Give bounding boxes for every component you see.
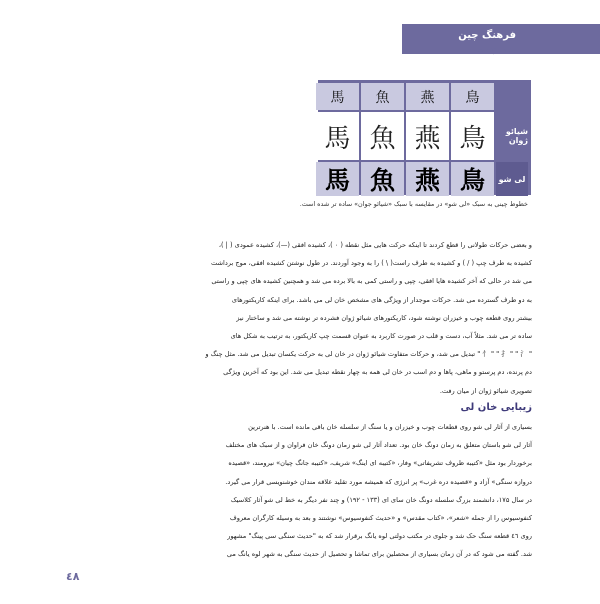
head-char: 馬 xyxy=(316,83,359,110)
head-char: 鳥 xyxy=(451,83,494,110)
head-char: 魚 xyxy=(361,83,404,110)
chapter-title: فرهنگ چین xyxy=(458,30,516,41)
section-heading: زیبایی خان لی xyxy=(460,402,532,413)
body-paragraph-2 xyxy=(84,418,532,564)
text-line: در سال ۱۷۵، دانشمند بزرگ سلسله دونگ خان سای ای (۱۳۳ - ۱۹۲) و چند نفر دیگر به خط لی شو آثار کلاسیک xyxy=(230,495,532,504)
seal-script-label: شیائو ژوان xyxy=(496,112,528,160)
seal-char: 魚 xyxy=(361,112,404,160)
clerical-char: 燕 xyxy=(406,162,449,196)
page-number: ٤٨ xyxy=(66,570,80,583)
text-line: دم پرنده، دم پرستو و ماهی، پاها و دم اسب در خان لی همه به چهار نقطه تبدیل می شد. این بود که آخرین ویژگی xyxy=(223,368,532,377)
seal-char: 馬 xyxy=(316,112,359,160)
body-paragraph-1 xyxy=(84,236,532,400)
text-line: روی ٤٦ قطعه سنگ حک شد و جلوی در مکتب دولتی لوه یانگ برقرار شد که به "حدیث سنگی سی پینگ" مشهور xyxy=(227,532,532,541)
text-line: " 忄 " " 扌 " " 氵 " تبدیل می شد، و حرکات متفاوت شیائو ژوان در خان لی به حرکت یکسان تبدیل می شد. مثل چنگ و xyxy=(205,350,532,359)
text-line: ساده تر می شد. مثلاً آب، دست و قلب در صورت کاربرد به عنوان قسمت چپ کاریکتور، به ترتیب به شکل های xyxy=(230,332,532,341)
text-line: می شد در حالی که آخر کشیده هایا افقی، چپی و راستی کمی به بالا برده می شد و همچنین کشیده های چپی و راستی xyxy=(211,277,532,286)
text-line: برخوردار بود مثل «کتیبه ظروف تشریفاتی» وفار، «کتیبه ای اینگ» شریف، «کتیبه جانگ چیان» نیرومند، «قصیده xyxy=(228,459,532,468)
text-line: به دو طرف گسترده می شد. حرکات موجدار از ویژگی های مشخص خان لی می باشد. برای اینکه کاریکتورهای xyxy=(231,295,532,304)
text-line: کنفوسیوس را از جمله «شعر»، «کتاب مقدس» و «حدیث کنفوسیوس» نوشتند و بعد به وسیله کارگران معروف xyxy=(229,514,532,523)
text-line: آثار لی شو باستان متعلق به زمان دونگ خان بود. تعداد آثار لی شو زمان دونگ خان فراوان و از سبک های مختلف xyxy=(225,441,532,450)
head-char: 燕 xyxy=(406,83,449,110)
clerical-char: 鳥 xyxy=(451,162,494,196)
text-line: بیشتر روی قطعه چوب و خیزران نوشته شود، کاریکتورهای شیائو ژوان فشرده تر نوشته می شد و ساختار نیز xyxy=(236,313,532,322)
text-line: و بعضی حرکات طولانی را قطع کردند تا اینکه حرکت هایی مثل نقطه ( ۰ )، کشیده افقی (—)، کشیده عمودی ( | )، xyxy=(218,241,532,249)
table-caption: خطوط چینی به سبک «لی شو» در مقایسه با سبک «شیائو جوان» ساده تر شده است. xyxy=(299,200,528,208)
seal-char: 燕 xyxy=(406,112,449,160)
seal-char: 鳥 xyxy=(451,112,494,160)
text-line: تصویری شیائو ژوان از میان رفت. xyxy=(439,386,532,395)
text-line: بسیاری از آثار لی شو روی قطعات چوب و خیزران و یا سنگ از سلسله خان باقی مانده است. با هنرترین xyxy=(248,423,532,431)
clerical-char: 馬 xyxy=(316,162,359,196)
table-corner xyxy=(496,83,528,110)
character-comparison-table xyxy=(318,80,531,195)
clerical-script-label: لی شو xyxy=(496,162,528,196)
clerical-char: 魚 xyxy=(361,162,404,196)
text-line: شد. گفته می شود که در آن زمان بسیاری از محصلین برای تماشا و تحصیل از حدیث سنگی به شهر لوه یانگ می xyxy=(226,550,532,559)
section-subtitle: خط چینی xyxy=(473,45,516,55)
text-line: دروازه سنگی» آزاد و «قصیده دره غرب» پر انرژی که همیشه مورد تقلید علاقه مندان خوشنویسی قرار می گیرد. xyxy=(225,477,532,486)
text-line: کشیده به طرف چپ ( / ) و کشیده به طرف راست( \ ) را به وجود آوردند. در طول نوشتن کشیده افقی، موج برداشت xyxy=(211,259,532,268)
